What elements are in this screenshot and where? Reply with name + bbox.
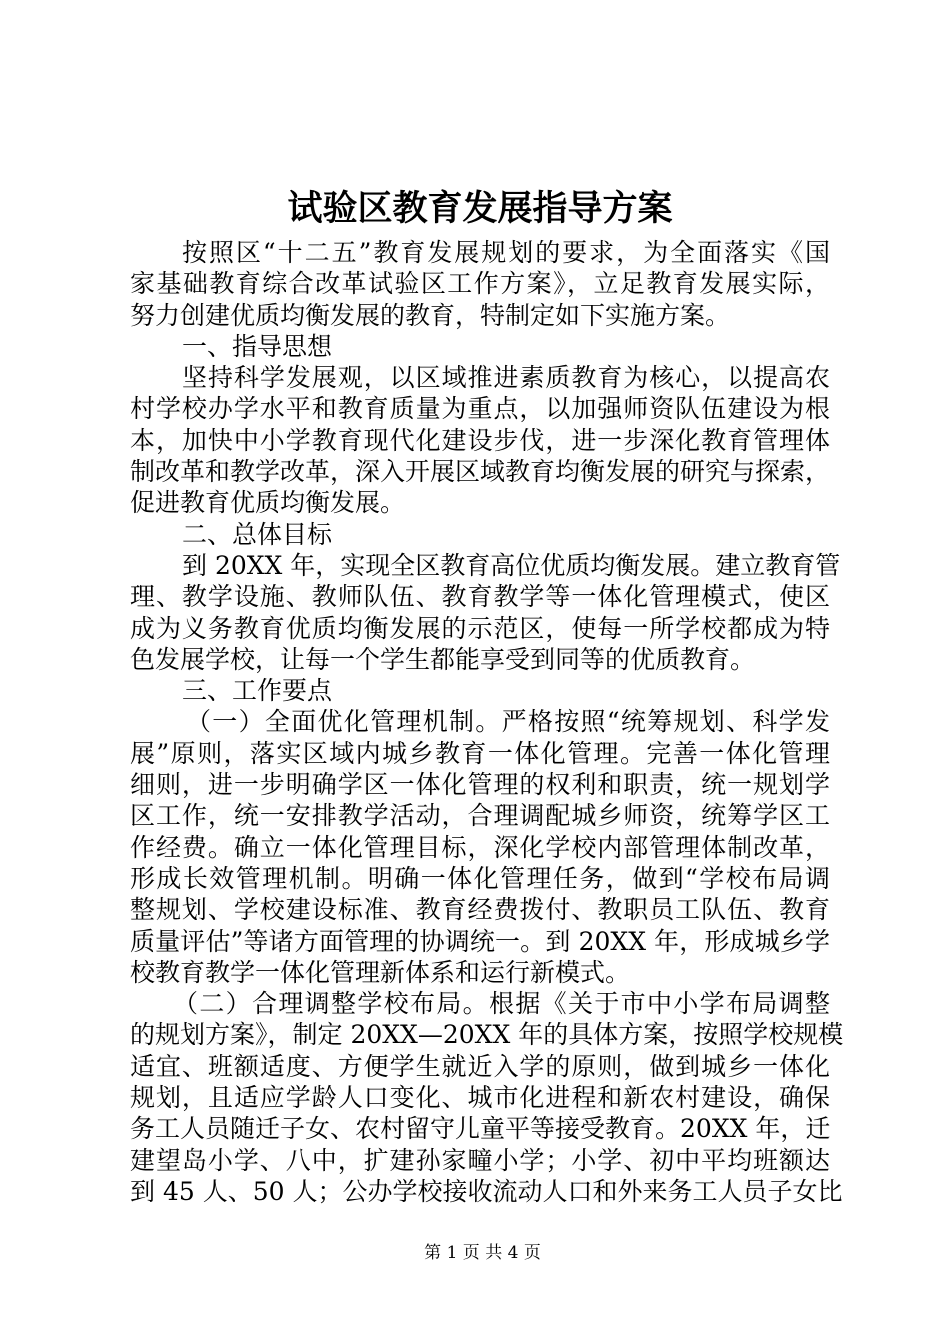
body-line: 的规划方案》，制定 20XX—20XX 年的具体方案，按照学校规模 [130, 1020, 844, 1050]
body-line: 坚持科学发展观，以区域推进素质教育为核心，以提高农 [182, 363, 830, 393]
page-footer: 第 1 页 共 4 页 [424, 1243, 541, 1263]
body-line: 区工作，统一安排教学活动，合理调配城乡师资，统筹学区工 [130, 801, 830, 831]
body-line: 细则，进一步明确学区一体化管理的权利和职责，统一规划学 [130, 770, 830, 800]
body-line: 规划，且适应学龄人口变化、城市化进程和新农村建设，确保 [130, 1083, 830, 1113]
body-line: 努力创建优质均衡发展的教育，特制定如下实施方案。 [130, 300, 731, 330]
body-line: 到 20XX 年，实现全区教育高位优质均衡发展。建立教育管 [182, 550, 841, 580]
body-line: （一）全面优化管理机制。严格按照“统筹规划、科学发 [186, 707, 830, 737]
body-line: 质量评估”等诸方面管理的协调统一。到 20XX 年，形成城乡学 [130, 926, 830, 956]
body-line: 适宜、班额适度、方便学生就近入学的原则，做到城乡一体化 [130, 1051, 830, 1081]
body-line: 一、指导思想 [182, 331, 333, 361]
body-line: 色发展学校，让每一个学生都能享受到同等的优质教育。 [130, 644, 756, 674]
body-line: （二）合理调整学校布局。根据《关于市中小学布局调整 [173, 989, 830, 1019]
page-title: 试验区教育发展指导方案 [287, 188, 673, 229]
body-line: 村学校办学水平和教育质量为重点，以加强师资队伍建设为根 [130, 394, 830, 424]
body-line: 校教育教学一体化管理新体系和运行新模式。 [130, 957, 631, 987]
body-line: 促进教育优质均衡发展。 [130, 488, 406, 518]
body-line: 务工人员随迁子女、农村留守儿童平等接受教育。20XX 年，迁 [130, 1114, 831, 1144]
body-line: 按照区“十二五”教育发展规划的要求，为全面落实《国 [182, 238, 830, 267]
body-line: 成为义务教育优质均衡发展的示范区，使每一所学校都成为特 [130, 613, 830, 643]
body-line: 整规划、学校建设标准、教育经费拨付、教职员工队伍、教育 [130, 895, 830, 925]
body-line: 到 45 人、50 人；公办学校接收流动人口和外来务工人员子女比 [130, 1176, 843, 1206]
body-line: 形成长效管理机制。明确一体化管理任务，做到“学校布局调 [130, 863, 830, 893]
body-line: 三、工作要点 [182, 676, 333, 706]
body-line: 展”原则，落实区域内城乡教育一体化管理。完善一体化管理 [130, 738, 830, 768]
body-line: 二、总体目标 [182, 519, 333, 549]
document-body [130, 237, 844, 1207]
body-line: 作经费。确立一体化管理目标，深化学校内部管理体制改革， [130, 832, 830, 862]
body-line: 制改革和教学改革，深入开展区域教育均衡发展的研究与探索， [130, 457, 831, 487]
body-line: 家基础教育综合改革试验区工作方案》，立足教育发展实际， [130, 269, 830, 299]
body-line: 建望岛小学、八中，扩建孙家疃小学；小学、初中平均班额达 [130, 1145, 830, 1175]
body-line: 理、教学设施、教师队伍、教育教学等一体化管理模式，使区 [130, 582, 830, 612]
body-line: 本，加快中小学教育现代化建设步伐，进一步深化教育管理体 [130, 425, 830, 455]
